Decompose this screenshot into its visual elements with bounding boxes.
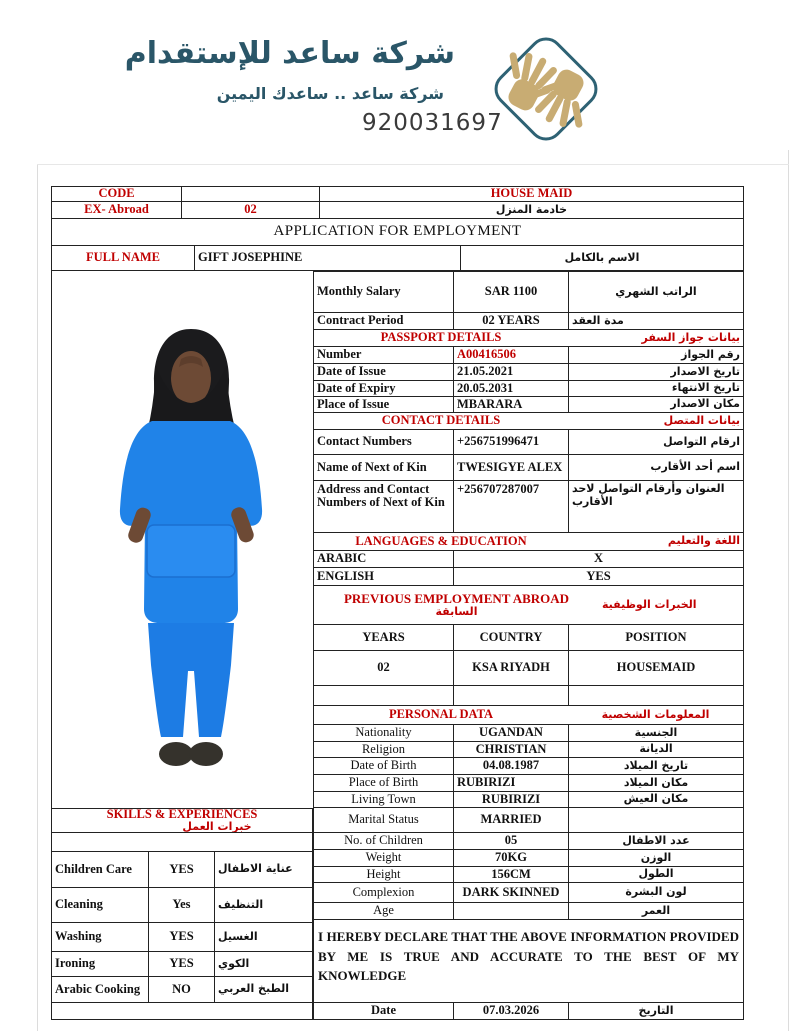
company-name: شركة ساعد للإستقدام xyxy=(124,36,455,71)
next-of-kin-address-value: +256707287007 xyxy=(453,481,568,532)
children-count-label-ar: عدد الاطفال xyxy=(568,833,743,849)
living-town-label: Living Town xyxy=(351,792,416,806)
monthly-salary-label-ar: الراتب الشهري xyxy=(568,272,743,312)
arabic-language-value: X xyxy=(453,551,743,567)
code-empty-cell xyxy=(181,187,319,201)
table-row xyxy=(313,397,744,413)
table-row xyxy=(313,364,744,381)
religion-label-ar: الديانة xyxy=(568,742,743,757)
height-label-ar: الطول xyxy=(568,867,743,882)
table-row xyxy=(313,481,744,533)
place-of-issue-label: Place of Issue xyxy=(317,397,390,411)
country-column-header: COUNTRY xyxy=(453,625,568,650)
weight-label-ar: الوزن xyxy=(568,850,743,866)
declaration-text: I HEREBY DECLARE THAT THE ABOVE INFORMATION PROVIDED BY ME IS TRUE AND ACCURATE TO THE BEST OF MY KNOWLEDGE xyxy=(318,929,739,983)
employment-years-value: 02 xyxy=(377,660,390,675)
full-name-value: GIFT JOSEPHINE xyxy=(194,246,460,270)
table-row xyxy=(51,952,313,977)
contract-period-label: Contract Period xyxy=(317,313,404,328)
house-maid-title: HOUSE MAID xyxy=(319,187,743,201)
table-row xyxy=(313,792,744,808)
full-name-label-ar: الاسم بالكامل xyxy=(460,246,743,270)
arabic-cooking-label-ar: الطبخ العربي xyxy=(214,977,312,1002)
nationality-label: Nationality xyxy=(355,725,412,740)
previous-employment-title-ar: الخبرات الوظيفية xyxy=(602,597,697,611)
contact-numbers-value: +256751996471 xyxy=(453,430,568,454)
english-language-value: YES xyxy=(453,568,743,585)
position-column-header: POSITION xyxy=(568,625,743,650)
age-label: Age xyxy=(373,903,394,918)
ironing-label-ar: الكوي xyxy=(214,952,312,976)
children-count-label: No. of Children xyxy=(344,833,423,848)
next-of-kin-name-value: TWESIGYE ALEX xyxy=(453,455,568,480)
applicant-photo-cell xyxy=(51,271,313,808)
section-header xyxy=(313,706,744,725)
children-care-label: Children Care xyxy=(55,861,132,876)
table-row xyxy=(313,430,744,455)
next-of-kin-address-label: Address and Contact Numbers of Next of Kin xyxy=(317,482,445,510)
languages-education-title: LANGUAGES & EDUCATION xyxy=(355,533,527,548)
table-row xyxy=(51,219,744,246)
age-label-ar: العمر xyxy=(568,903,743,919)
washing-label: Washing xyxy=(55,929,102,944)
date-label: Date xyxy=(371,1003,396,1018)
ex-abroad-label: EX- Abroad xyxy=(84,202,149,217)
children-care-label-ar: عناية الاطفال xyxy=(214,852,312,887)
table-row xyxy=(51,246,744,271)
skills-title-ar: خبرات العمل xyxy=(182,819,252,833)
table-row xyxy=(313,347,744,364)
top-table xyxy=(51,186,744,271)
page-frame-right xyxy=(788,150,789,1031)
employment-country-value: KSA RIYADH xyxy=(453,651,568,685)
date-of-expiry-label-ar: تاريخ الانتهاء xyxy=(568,381,743,396)
height-label: Height xyxy=(366,867,401,881)
full-name-label: FULL NAME xyxy=(86,250,160,265)
table-row xyxy=(313,686,744,706)
table-row xyxy=(313,758,744,775)
personal-data-title: PERSONAL DATA xyxy=(388,707,494,722)
table-row xyxy=(313,850,744,867)
english-language-label: ENGLISH xyxy=(317,568,374,583)
skills-table xyxy=(51,808,313,1020)
place-of-birth-value: RUBIRIZI xyxy=(453,775,568,791)
complexion-value: DARK SKINNED xyxy=(453,883,568,902)
ironing-value: YES xyxy=(148,952,214,976)
table-row xyxy=(313,833,744,850)
table-row xyxy=(313,1003,744,1020)
section-header xyxy=(313,413,744,430)
place-of-birth-label: Place of Birth xyxy=(348,775,419,790)
section-header xyxy=(313,330,744,347)
monthly-salary-value: SAR 1100 xyxy=(453,272,568,312)
skills-title: SKILLS & EXPERIENCES xyxy=(106,808,258,822)
table-row xyxy=(313,551,744,568)
living-town-label-ar: مكان العيش xyxy=(568,792,743,807)
religion-value: CHRISTIAN xyxy=(453,742,568,757)
date-of-birth-label-ar: تاريخ الميلاد xyxy=(568,758,743,774)
previous-employment-title: PREVIOUS EMPLOYMENT ABROAD xyxy=(343,590,570,606)
table-row xyxy=(313,883,744,903)
skills-empty-row xyxy=(52,833,312,851)
date-of-issue-label: Date of Issue xyxy=(317,364,386,379)
children-count-value: 05 xyxy=(453,833,568,849)
table-row xyxy=(313,775,744,792)
contract-period-label-ar: مدة العقد xyxy=(568,313,743,329)
nationality-label-ar: الجنسية xyxy=(568,725,743,741)
arabic-language-label: ARABIC xyxy=(317,551,367,566)
next-of-kin-name-label: Name of Next of Kin xyxy=(317,459,427,474)
date-label-ar: التاريخ xyxy=(568,1003,743,1019)
passport-details-title-ar: بيانات جواز السفر xyxy=(641,330,740,344)
employment-country-empty xyxy=(453,686,568,705)
marital-status-label: Marital Status xyxy=(348,812,419,827)
cleaning-label: Cleaning xyxy=(55,897,103,912)
complexion-label-ar: لون البشرة xyxy=(568,883,743,902)
weight-value: 70KG xyxy=(453,850,568,866)
skills-section-header xyxy=(51,808,313,833)
table-row xyxy=(313,920,744,1003)
table-row xyxy=(51,1003,313,1020)
table-row xyxy=(313,568,744,586)
table-header-row xyxy=(313,625,744,651)
date-of-birth-value: 04.08.1987 xyxy=(453,758,568,774)
contact-details-title-ar: بيانات المتصل xyxy=(663,413,740,427)
table-row xyxy=(51,186,744,202)
company-phone: 920031697 xyxy=(362,110,503,136)
contact-details-title: CONTACT DETAILS xyxy=(381,413,501,428)
washing-value: YES xyxy=(148,923,214,951)
weight-label: Weight xyxy=(365,850,402,865)
employment-position-value: HOUSEMAID xyxy=(568,651,743,685)
years-column-header: YEARS xyxy=(362,629,405,644)
children-care-value: YES xyxy=(148,852,214,887)
application-title: APPLICATION FOR EMPLOYMENT xyxy=(273,223,522,240)
passport-number-label: Number xyxy=(317,347,362,362)
table-row xyxy=(51,888,313,923)
applicant-photo xyxy=(52,271,314,808)
marital-status-label-ar xyxy=(568,808,743,832)
skills-bottom-empty-row xyxy=(52,1003,312,1019)
details-column xyxy=(313,271,744,1020)
place-of-issue-value: MBARARA xyxy=(453,397,568,412)
date-of-expiry-label: Date of Expiry xyxy=(317,381,396,395)
company-logo-icon xyxy=(477,20,615,158)
contract-period-value: 02 YEARS xyxy=(453,313,568,329)
page-frame-top xyxy=(37,164,789,165)
code-label: CODE xyxy=(98,187,135,201)
table-row xyxy=(313,725,744,742)
contact-numbers-label: Contact Numbers xyxy=(317,434,412,449)
age-value xyxy=(453,903,568,919)
table-row xyxy=(313,381,744,397)
place-of-birth-label-ar: مكان الميلاد xyxy=(568,775,743,791)
date-of-birth-label: Date of Birth xyxy=(350,758,417,773)
table-row xyxy=(313,903,744,920)
table-row xyxy=(51,852,313,888)
date-value: 07.03.2026 xyxy=(453,1003,568,1019)
table-row xyxy=(51,833,313,852)
complexion-label: Complexion xyxy=(352,884,415,899)
employment-years-empty xyxy=(314,686,453,705)
washing-label-ar: الغسيل xyxy=(214,923,312,951)
next-of-kin-address-label-ar: العنوان وأرقام التواصل لاحد الأقارب xyxy=(568,481,743,532)
next-of-kin-name-label-ar: اسم أحد الأقارب xyxy=(568,455,743,480)
contact-numbers-label-ar: ارقام التواصل xyxy=(568,430,743,454)
cleaning-value: Yes xyxy=(148,888,214,922)
living-town-value: RUBIRIZI xyxy=(453,792,568,807)
marital-status-value: MARRIED xyxy=(453,808,568,832)
cleaning-label-ar: التنظيف xyxy=(214,888,312,922)
table-row xyxy=(313,651,744,686)
table-row xyxy=(313,742,744,758)
arabic-cooking-value: NO xyxy=(148,977,214,1002)
table-row xyxy=(51,977,313,1003)
section-header xyxy=(313,586,744,625)
height-value: 156CM xyxy=(453,867,568,882)
arabic-cooking-label: Arabic Cooking xyxy=(55,981,141,996)
languages-education-title-ar: اللغة والتعليم xyxy=(667,534,740,548)
monthly-salary-label: Monthly Salary xyxy=(317,284,401,299)
table-row xyxy=(313,313,744,330)
passport-details-title: PASSPORT DETAILS xyxy=(380,330,502,345)
table-row xyxy=(313,808,744,833)
date-of-issue-label-ar: تاريخ الاصدار xyxy=(568,364,743,380)
religion-label: Religion xyxy=(361,742,406,756)
ironing-label: Ironing xyxy=(55,956,96,971)
table-row xyxy=(313,271,744,313)
table-row xyxy=(313,455,744,481)
code-value: 02 xyxy=(181,202,319,218)
page-frame-left xyxy=(37,164,38,1031)
employment-position-empty xyxy=(568,686,743,705)
nationality-value: UGANDAN xyxy=(453,725,568,741)
place-of-issue-label-ar: مكان الاصدار xyxy=(568,397,743,412)
table-row xyxy=(313,867,744,883)
passport-number-label-ar: رقم الجواز xyxy=(568,347,743,363)
passport-number-value: A00416506 xyxy=(453,347,568,363)
previous-employment-title-ar2: السابقة xyxy=(435,604,478,618)
date-of-issue-value: 21.05.2021 xyxy=(453,364,568,380)
date-of-expiry-value: 20.05.2031 xyxy=(453,381,568,396)
table-row xyxy=(51,202,744,219)
section-header xyxy=(313,533,744,551)
house-maid-title-ar: خادمة المنزل xyxy=(319,202,743,218)
table-row xyxy=(51,923,313,952)
company-tagline: شركة ساعد .. ساعدك اليمين xyxy=(216,84,444,103)
personal-data-title-ar: المعلومات الشخصية xyxy=(601,707,710,721)
